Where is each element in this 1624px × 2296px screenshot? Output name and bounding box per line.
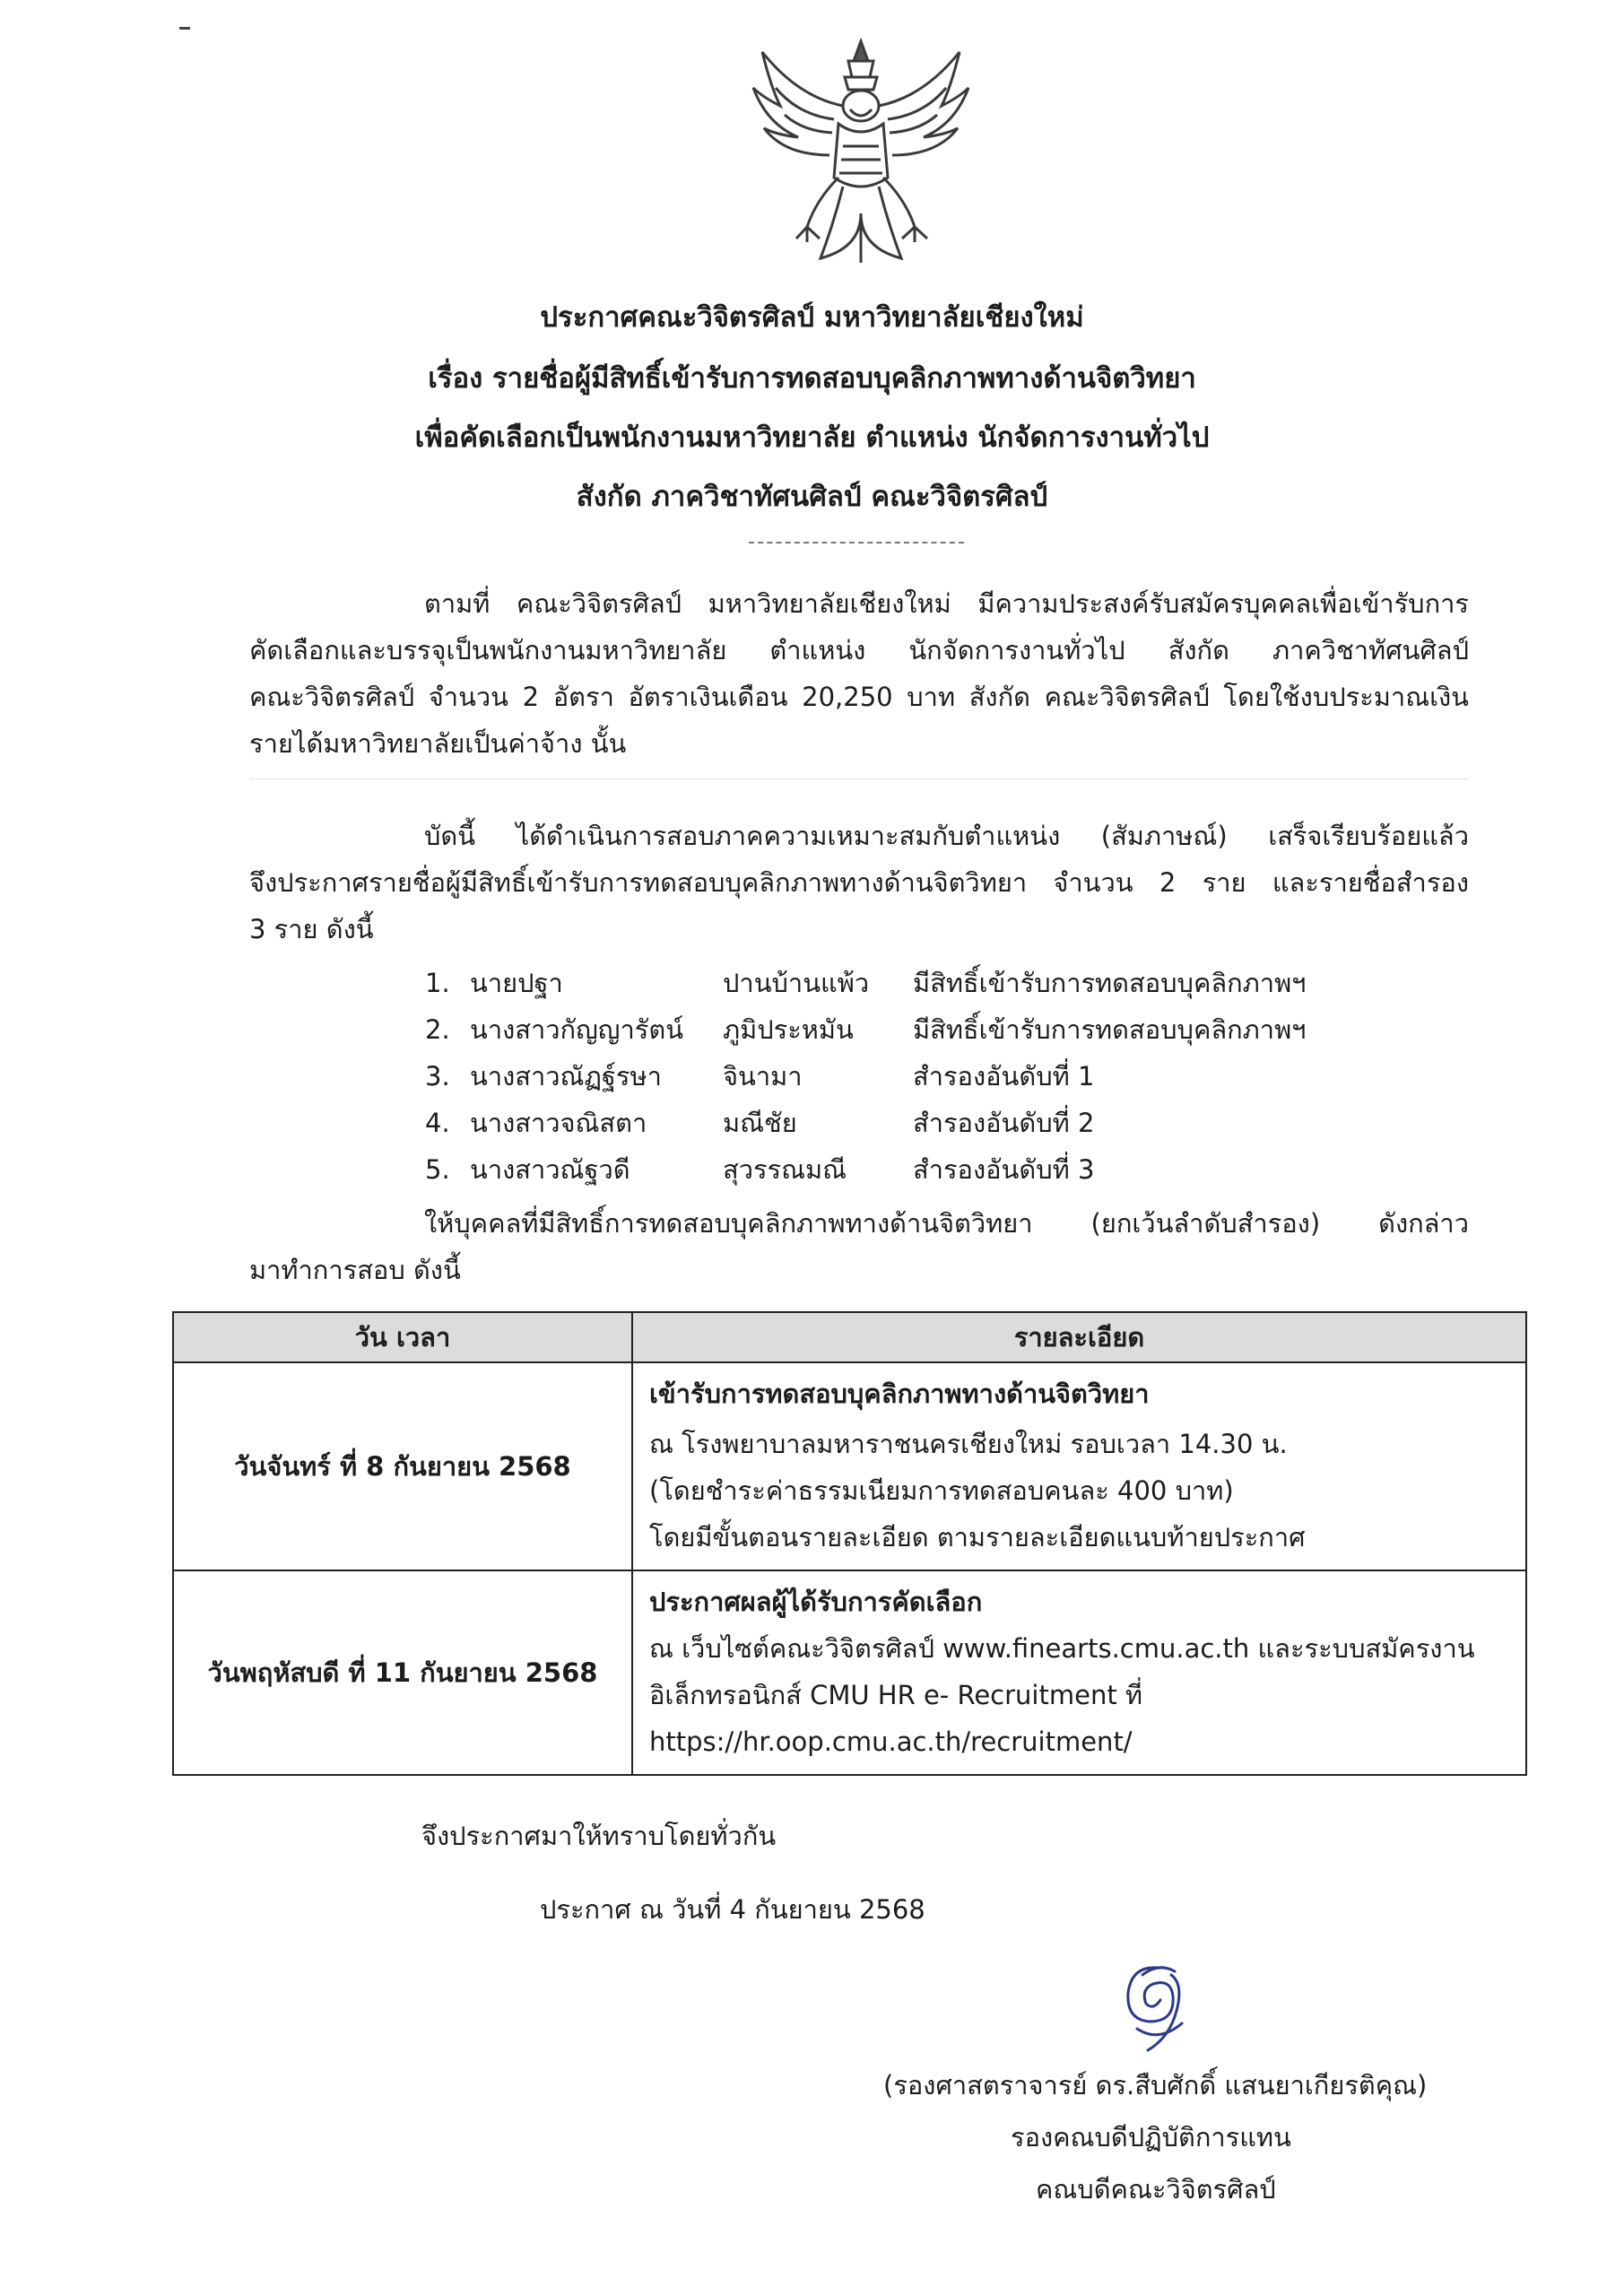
detail-line: ณ โรงพยาบาลมหาราชนครเชียงใหม่ รอบเวลา 14.30 น. xyxy=(649,1429,1288,1459)
candidate-number: 3. xyxy=(425,1061,450,1091)
detail-line: https://hr.oop.cmu.ac.th/recruitment/ xyxy=(649,1726,1133,1757)
candidate-surname: สุวรรณมณี xyxy=(723,1154,847,1185)
schedule-table xyxy=(172,1311,1527,1776)
title-line-2: เรื่อง รายชื่อผู้มีสิทธิ์เข้ารับการทดสอบบุคลิกภาพทางด้านจิตวิทยา xyxy=(428,362,1196,395)
paragraph-intro xyxy=(249,580,1469,767)
detail-heading: เข้ารับการทดสอบบุคลิกภาพทางด้านจิตวิทยา xyxy=(649,1378,1150,1409)
paragraph-line: จึงประกาศรายชื่อผู้มีสิทธิ์เข้ารับการทดสอบบุคลิกภาพทางด้านจิตวิทยา จำนวน 2 ราย และรายชื่อสำรอง xyxy=(249,867,1469,898)
candidate-status: มีสิทธิ์เข้ารับการทดสอบบุคลิกภาพฯ xyxy=(913,968,1307,998)
list-item xyxy=(425,1006,1322,1053)
schedule-detail xyxy=(632,1362,1526,1570)
candidate-list xyxy=(425,960,1322,1193)
schedule-detail xyxy=(632,1570,1526,1775)
column-header-datetime: วัน เวลา xyxy=(173,1312,632,1362)
paragraph-line: รายได้มหาวิทยาลัยเป็นค่าจ้าง นั้น xyxy=(249,728,627,759)
list-item xyxy=(425,960,1322,1006)
schedule-date: วันจันทร์ ที่ 8 กันยายน 2568 xyxy=(173,1362,632,1570)
signatory-role: รองคณบดีปฏิบัติการแทน xyxy=(1011,2122,1291,2152)
detail-heading: ประกาศผลผู้ได้รับการคัดเลือก xyxy=(649,1587,983,1617)
list-item xyxy=(425,1100,1322,1146)
candidate-surname: ภูมิประหมัน xyxy=(723,1014,854,1045)
paragraph-line: คณะวิจิตรศิลป์ จำนวน 2 อัตรา อัตราเงินเดือน 20,250 บาท สังกัด คณะวิจิตรศิลป์ โดยใช้งบประมาณเงิน xyxy=(249,682,1469,712)
table-row xyxy=(173,1362,1526,1570)
list-item xyxy=(425,1053,1322,1100)
title-line-3: เพื่อคัดเลือกเป็นพนักงานมหาวิทยาลัย ตำแหน่ง นักจัดการงานทั่วไป xyxy=(414,422,1210,454)
paragraph-line: คัดเลือกและบรรจุเป็นพนักงานมหาวิทยาลัย ตำแหน่ง นักจัดการงานทั่วไป สังกัด ภาควิชาทัศนศิลป์ xyxy=(249,635,1469,665)
candidate-number: 5. xyxy=(425,1154,450,1185)
candidate-number: 1. xyxy=(425,968,450,998)
paragraph-line: บัดนี้ ได้ดำเนินการสอบภาคความเหมาะสมกับตำแหน่ง (สัมภาษณ์) เสร็จเรียบร้อยแล้ว xyxy=(424,821,1469,851)
candidate-status: สำรองอันดับที่ 3 xyxy=(913,1154,1095,1185)
table-row xyxy=(173,1570,1526,1775)
candidate-name: นางสาวกัญญารัตน์ xyxy=(470,1014,684,1045)
detail-line: โดยมีขั้นตอนรายละเอียด ตามรายละเอียดแนบท้ายประกาศ xyxy=(649,1522,1306,1552)
detail-line: (โดยชำระค่าธรรมเนียมการทดสอบคนละ 400 บาท) xyxy=(649,1475,1234,1506)
paragraph-line: ตามที่ คณะวิจิตรศิลป์ มหาวิทยาลัยเชียงใหม่ มีความประสงค์รับสมัครบุคคลเพื่อเข้ารับการ xyxy=(424,588,1469,619)
candidate-number: 4. xyxy=(425,1108,450,1138)
paragraph-line: 3 ราย ดังนี้ xyxy=(249,914,374,944)
faint-divider xyxy=(249,778,1469,779)
detail-line: อิเล็กทรอนิกส์ CMU HR e- Recruitment ที่ xyxy=(649,1680,1143,1710)
paragraph-line: มาทำการสอบ ดังนี้ xyxy=(249,1255,461,1285)
announcement-date: ประกาศ ณ วันที่ 4 กันยายน 2568 xyxy=(540,1894,925,1925)
candidate-surname: จินามา xyxy=(723,1061,803,1091)
closing-announce: จึงประกาศมาให้ทราบโดยทั่วกัน xyxy=(421,1821,777,1851)
scan-speck xyxy=(179,27,190,30)
candidate-name: นางสาวณัฏฐ์รษา xyxy=(470,1061,662,1091)
title-line-1: ประกาศคณะวิจิตรศิลป์ มหาวิทยาลัยเชียงใหม่ xyxy=(540,301,1084,334)
garuda-emblem-icon xyxy=(744,34,977,276)
handwritten-signature-icon xyxy=(1096,1957,1212,2065)
candidate-status: มีสิทธิ์เข้ารับการทดสอบบุคลิกภาพฯ xyxy=(913,1014,1307,1045)
paragraph-announcement xyxy=(249,813,1469,952)
column-header-details: รายละเอียด xyxy=(632,1312,1526,1362)
candidate-status: สำรองอันดับที่ 2 xyxy=(913,1108,1095,1138)
signatory-name: (รองศาสตราจารย์ ดร.สืบศักดิ์ แสนยาเกียรติคุณ) xyxy=(883,2070,1428,2100)
schedule-date: วันพฤหัสบดี ที่ 11 กันยายน 2568 xyxy=(173,1570,632,1775)
title-separator xyxy=(749,542,964,544)
signatory-office: คณบดีคณะวิจิตรศิลป์ xyxy=(1036,2174,1276,2205)
candidate-number: 2. xyxy=(425,1014,450,1045)
candidate-surname: มณีชัย xyxy=(723,1108,797,1138)
title-line-4: สังกัด ภาควิชาทัศนศิลป์ คณะวิจิตรศิลป์ xyxy=(576,481,1048,513)
candidate-status: สำรองอันดับที่ 1 xyxy=(913,1061,1095,1091)
paragraph-line: ให้บุคคลที่มีสิทธิ์การทดสอบบุคลิกภาพทางด้านจิตวิทยา (ยกเว้นลำดับสำรอง) ดังกล่าว xyxy=(424,1208,1469,1239)
paragraph-instructions xyxy=(249,1200,1469,1293)
candidate-surname: ปานบ้านแพ้ว xyxy=(723,968,870,998)
table-header-row xyxy=(173,1312,1526,1362)
candidate-name: นางสาวณัฐวดี xyxy=(470,1154,630,1185)
list-item xyxy=(425,1146,1322,1193)
detail-line: ณ เว็บไซต์คณะวิจิตรศิลป์ www.finearts.cmu.ac.th และระบบสมัครงาน xyxy=(649,1633,1475,1664)
candidate-name: นายปฐา xyxy=(470,968,563,998)
candidate-name: นางสาวจณิสตา xyxy=(470,1108,647,1138)
